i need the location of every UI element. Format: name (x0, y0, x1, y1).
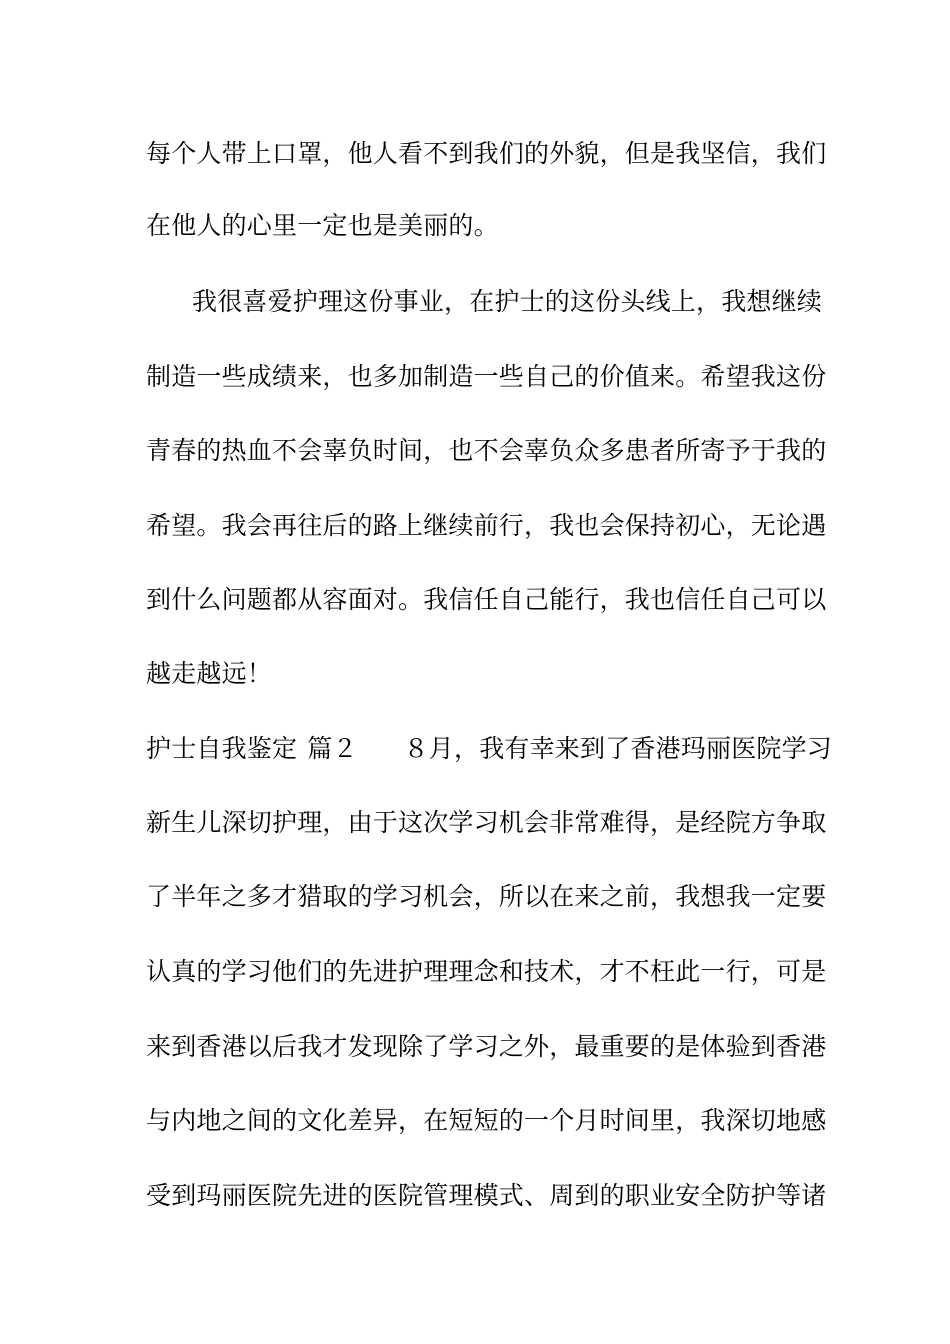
paragraph-2-line-3: 青春的热血不会辜负时间，也不会辜负众多患者所寄予于我的 (146, 436, 827, 465)
paragraph-3-line-2: 了半年之多才猎取的学习机会，所以在来之前，我想我一定要 (146, 882, 827, 911)
paragraph-3-line-3: 认真的学习他们的先进护理理念和技术，才不枉此一行，可是 (146, 957, 827, 986)
paragraph-3-line-5: 与内地之间的文化差异，在短短的一个月时间里，我深切地感 (146, 1106, 827, 1135)
paragraph-1-line-2: 在他人的心里一定也是美丽的。 (146, 211, 499, 240)
paragraph-3-line-4: 来到香港以后我才发现除了学习之外，最重要的是体验到香港 (146, 1032, 827, 1061)
section-title: 护士自我鉴定 (146, 734, 298, 763)
paragraph-2-line-4: 希望。我会再往后的路上继续前行，我也会保持初心，无论遇 (146, 511, 827, 540)
section-number: 篇２ (307, 734, 358, 763)
paragraph-3-line-6: 受到玛丽医院先进的医院管理模式、周到的职业安全防护等诸 (146, 1181, 827, 1210)
paragraph-3-line-1: 新生儿深切护理，由于这次学习机会非常难得，是经院方争取 (146, 808, 827, 837)
section-first-text: ８月，我有幸来到了香港玛丽医院学习 (403, 734, 833, 763)
section-heading-line (146, 732, 833, 766)
paragraph-1-line-1: 每个人带上口罩，他人看不到我们的外貌，但是我坚信，我们 (146, 139, 827, 168)
paragraph-2-line-1: 我很喜爱护理这份事业，在护士的这份头线上，我想继续 (192, 287, 823, 316)
paragraph-2-line-6: 越走越远！ (146, 659, 273, 688)
paragraph-2-line-2: 制造一些成绩来，也多加制造一些自己的价值来。希望我这份 (146, 362, 827, 391)
paragraph-2-line-5: 到什么问题都从容面对。我信任自己能行，我也信任自己可以 (146, 585, 827, 614)
